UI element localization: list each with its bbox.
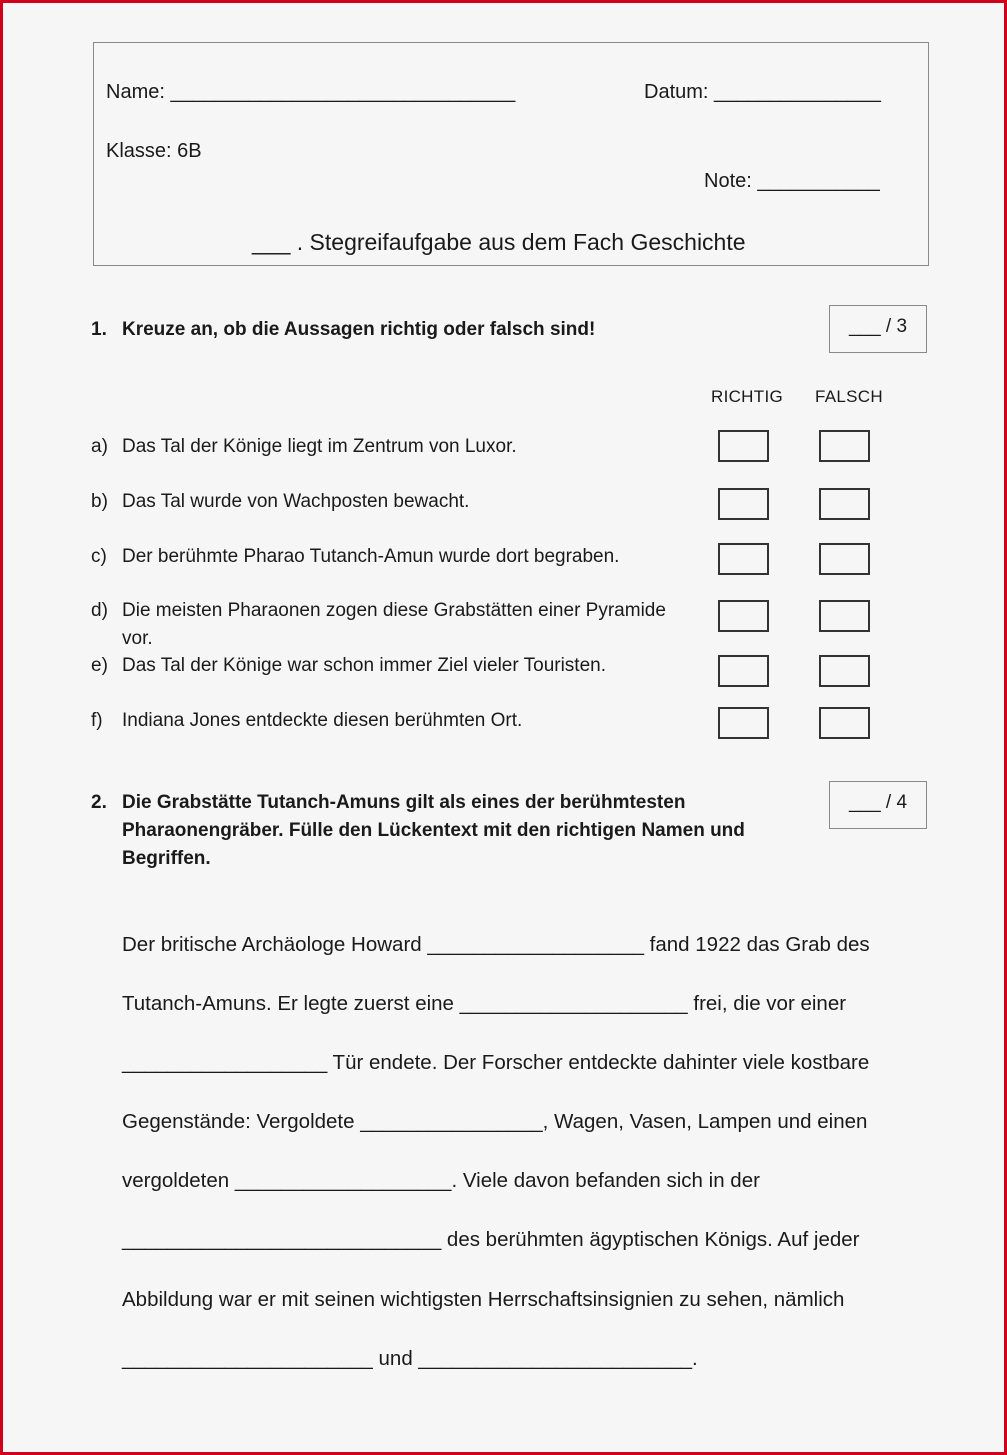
cloze-line: Abbildung war er mit seinen wichtigsten Herrschaftsinsignien zu sehen, nämlich [122, 1288, 845, 1311]
task2-instruction-line: Pharaonengräber. Fülle den Lückentext mit den richtigen Namen und [122, 820, 745, 841]
item-letter: a) [91, 436, 108, 457]
cloze-line[interactable]: Tutanch-Amuns. Er legte zuerst eine ____________________ frei, die vor einer [122, 992, 847, 1015]
name-field[interactable]: Name: _______________________________ [106, 81, 516, 103]
worksheet-title: ___ . Stegreifaufgabe aus dem Fach Geschichte [252, 229, 746, 255]
column-header-richtig: RICHTIG [711, 387, 783, 406]
item-letter: f) [91, 710, 103, 731]
checkbox-falsch-e[interactable] [819, 655, 870, 687]
statement-text: Das Tal der Könige liegt im Zentrum von Luxor. [122, 436, 517, 457]
statement-text: Die meisten Pharaonen zogen diese Grabstätten einer Pyramide [122, 600, 666, 621]
checkbox-falsch-a[interactable] [819, 430, 870, 462]
task1-number: 1. [91, 319, 107, 340]
item-letter: c) [91, 546, 107, 567]
checkbox-falsch-c[interactable] [819, 543, 870, 575]
checkbox-richtig-c[interactable] [718, 543, 769, 575]
statement-text: Das Tal der Könige war schon immer Ziel vieler Touristen. [122, 655, 606, 676]
statement-text: Indiana Jones entdeckte diesen berühmten Ort. [122, 710, 523, 731]
task2-instruction-line: Die Grabstätte Tutanch-Amuns gilt als eines der berühmtesten [122, 792, 686, 813]
column-header-falsch: FALSCH [815, 387, 883, 406]
task2-score-box[interactable]: ___ / 4 [829, 781, 927, 829]
statement-text: Das Tal wurde von Wachposten bewacht. [122, 491, 470, 512]
checkbox-richtig-d[interactable] [718, 600, 769, 632]
note-field[interactable]: Note: ___________ [704, 170, 880, 192]
checkbox-richtig-a[interactable] [718, 430, 769, 462]
item-letter: d) [91, 600, 108, 621]
cloze-line[interactable]: ______________________ und ________________________. [122, 1347, 698, 1370]
checkbox-richtig-b[interactable] [718, 488, 769, 520]
task1-instruction: Kreuze an, ob die Aussagen richtig oder falsch sind! [122, 319, 596, 340]
item-letter: b) [91, 491, 108, 512]
cloze-line[interactable]: Gegenstände: Vergoldete ________________, Wagen, Vasen, Lampen und einen [122, 1110, 868, 1133]
datum-field[interactable]: Datum: _______________ [644, 81, 881, 103]
item-letter: e) [91, 655, 108, 676]
task2-instruction-line: Begriffen. [122, 848, 211, 869]
cloze-line[interactable]: __________________ Tür endete. Der Forscher entdeckte dahinter viele kostbare [122, 1051, 870, 1074]
cloze-line[interactable]: vergoldeten ___________________. Viele davon befanden sich in der [122, 1169, 760, 1192]
cloze-line[interactable]: Der britische Archäologe Howard ___________________ fand 1922 das Grab des [122, 933, 870, 956]
checkbox-richtig-f[interactable] [718, 707, 769, 739]
checkbox-falsch-b[interactable] [819, 488, 870, 520]
klasse-label: Klasse: 6B [106, 140, 202, 162]
checkbox-falsch-f[interactable] [819, 707, 870, 739]
task1-score-box[interactable]: ___ / 3 [829, 305, 927, 353]
statement-text: Der berühmte Pharao Tutanch-Amun wurde dort begraben. [122, 546, 620, 567]
checkbox-falsch-d[interactable] [819, 600, 870, 632]
checkbox-richtig-e[interactable] [718, 655, 769, 687]
cloze-line[interactable]: ____________________________ des berühmten ägyptischen Königs. Auf jeder [122, 1228, 860, 1251]
statement-text-continued: vor. [122, 628, 153, 649]
header-box [93, 42, 929, 266]
task2-number: 2. [91, 792, 107, 813]
